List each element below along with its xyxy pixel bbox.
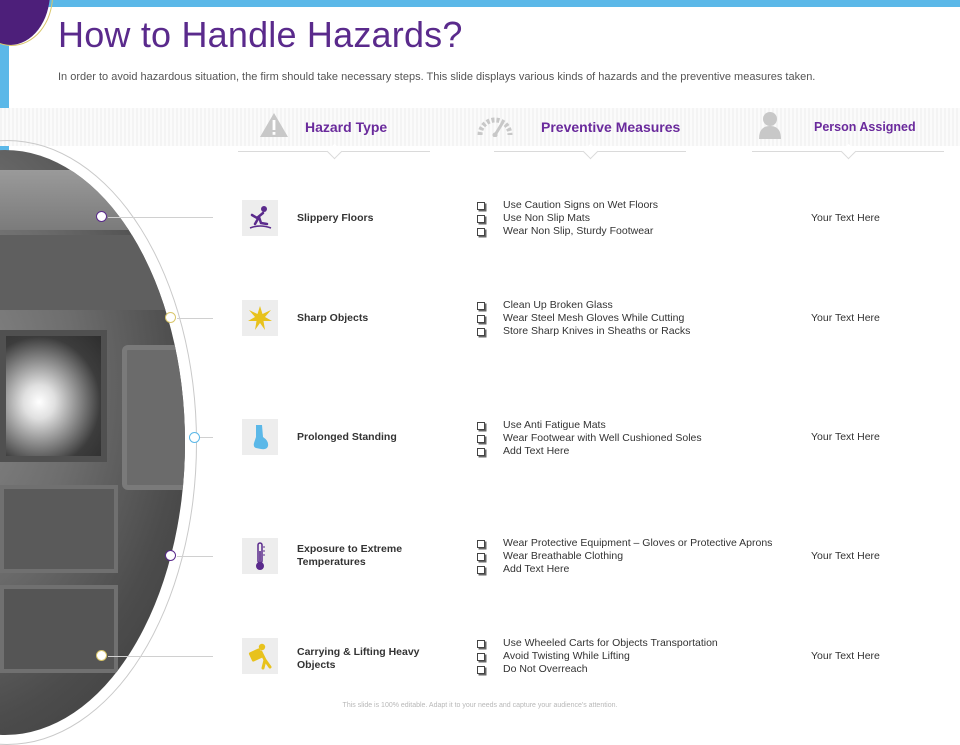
gauge-icon: [477, 113, 513, 142]
person-icon: [759, 111, 781, 144]
checkbox-icon: [477, 653, 485, 661]
hazard-label: Sharp Objects: [297, 312, 369, 324]
checkbox-icon: [477, 328, 485, 336]
measure-item: [477, 537, 772, 550]
measure-text: Wear Non Slip, Sturdy Footwear: [503, 225, 654, 237]
row-dot: [189, 432, 200, 443]
measure-text: Add Text Here: [503, 563, 570, 575]
measure-text: Wear Breathable Clothing: [503, 550, 624, 562]
header-preventive-measures-label: Preventive Measures: [541, 119, 681, 135]
measure-text: Use Non Slip Mats: [503, 212, 590, 224]
measure-item: [477, 325, 690, 338]
person-assigned: Your Text Here: [811, 212, 880, 224]
lifting-person-icon: [242, 638, 278, 674]
checkbox-icon: [477, 640, 485, 648]
sharp-burst-icon: [242, 300, 278, 336]
checkbox-icon: [477, 553, 485, 561]
header-person-assigned-label: Person Assigned: [814, 120, 916, 134]
checkbox-icon: [477, 228, 485, 236]
row-connector: [177, 318, 213, 319]
checkbox-icon: [477, 422, 485, 430]
row-dot: [96, 211, 107, 222]
measure-item: [477, 212, 658, 225]
measure-item: [477, 225, 658, 238]
row-dot: [165, 550, 176, 561]
measure-item: [477, 312, 690, 325]
measure-text: Do Not Overreach: [503, 663, 588, 675]
checkbox-icon: [477, 202, 485, 210]
measure-item: [477, 663, 718, 676]
top-accent-bar: [0, 0, 960, 7]
measure-item: [477, 650, 718, 663]
measure-text: Use Caution Signs on Wet Floors: [503, 199, 659, 211]
checkbox-icon: [477, 435, 485, 443]
measures-list: [477, 419, 702, 458]
thermometer-icon: [242, 538, 278, 574]
row-dot: [165, 312, 176, 323]
header-preventive-measures: [477, 108, 680, 146]
row-dot: [96, 650, 107, 661]
foot-icon: [242, 419, 278, 455]
slide-subtitle: In order to avoid hazardous situation, the firm should take necessary steps. This slide displays various kinds of hazards and the preventive measures taken.: [58, 71, 816, 83]
header-hazard-type: [259, 108, 387, 146]
header-notch-measures: [583, 144, 599, 160]
measures-list: [477, 637, 718, 676]
warning-triangle-icon: [259, 112, 289, 143]
corner-ring-decoration: [0, 0, 53, 46]
measure-text: Add Text Here: [503, 445, 570, 457]
checkbox-icon: [477, 215, 485, 223]
measures-list: [477, 537, 772, 576]
measure-text: Avoid Twisting While Lifting: [503, 650, 630, 662]
measure-item: [477, 432, 702, 445]
measure-item: [477, 445, 702, 458]
person-assigned: Your Text Here: [811, 550, 880, 562]
measure-text: Wear Protective Equipment – Gloves or Protective Aprons: [503, 537, 773, 549]
measure-text: Use Anti Fatigue Mats: [503, 419, 606, 431]
measure-text: Clean Up Broken Glass: [503, 299, 613, 311]
slip-fall-icon: [242, 200, 278, 236]
measure-item: [477, 199, 658, 212]
measures-list: [477, 199, 658, 238]
measure-item: [477, 563, 772, 576]
header-hazard-type-label: Hazard Type: [305, 119, 388, 135]
measure-text: Wear Steel Mesh Gloves While Cutting: [503, 312, 685, 324]
measure-item: [477, 299, 690, 312]
person-assigned: Your Text Here: [811, 431, 880, 443]
slide-title: How to Handle Hazards?: [58, 14, 463, 55]
measures-list: [477, 299, 690, 338]
checkbox-icon: [477, 666, 485, 674]
person-assigned: Your Text Here: [811, 650, 880, 662]
checkbox-icon: [477, 315, 485, 323]
checkbox-icon: [477, 302, 485, 310]
checkbox-icon: [477, 540, 485, 548]
checkbox-icon: [477, 448, 485, 456]
header-notch-person: [841, 144, 857, 160]
hazard-label: Prolonged Standing: [297, 431, 397, 443]
row-connector: [108, 656, 213, 657]
measure-text: Use Wheeled Carts for Objects Transportation: [503, 637, 718, 649]
hazard-label: Slippery Floors: [297, 212, 374, 224]
footer-note: This slide is 100% editable. Adapt it to your needs and capture your audience's attention.: [342, 702, 618, 709]
measure-text: Wear Footwear with Well Cushioned Soles: [503, 432, 702, 444]
person-assigned: Your Text Here: [811, 312, 880, 324]
measure-item: [477, 637, 718, 650]
hazard-label: Carrying & Lifting Heavy Objects: [297, 646, 420, 671]
measure-item: [477, 550, 772, 563]
header-notch-hazard: [327, 144, 343, 160]
hazard-label: Exposure to Extreme Temperatures: [297, 543, 403, 568]
measure-item: [477, 419, 702, 432]
checkbox-icon: [477, 566, 485, 574]
row-connector: [108, 217, 213, 218]
row-connector: [177, 556, 213, 557]
header-person-assigned: [759, 108, 916, 146]
measure-text: Store Sharp Knives in Sheaths or Racks: [503, 325, 691, 337]
